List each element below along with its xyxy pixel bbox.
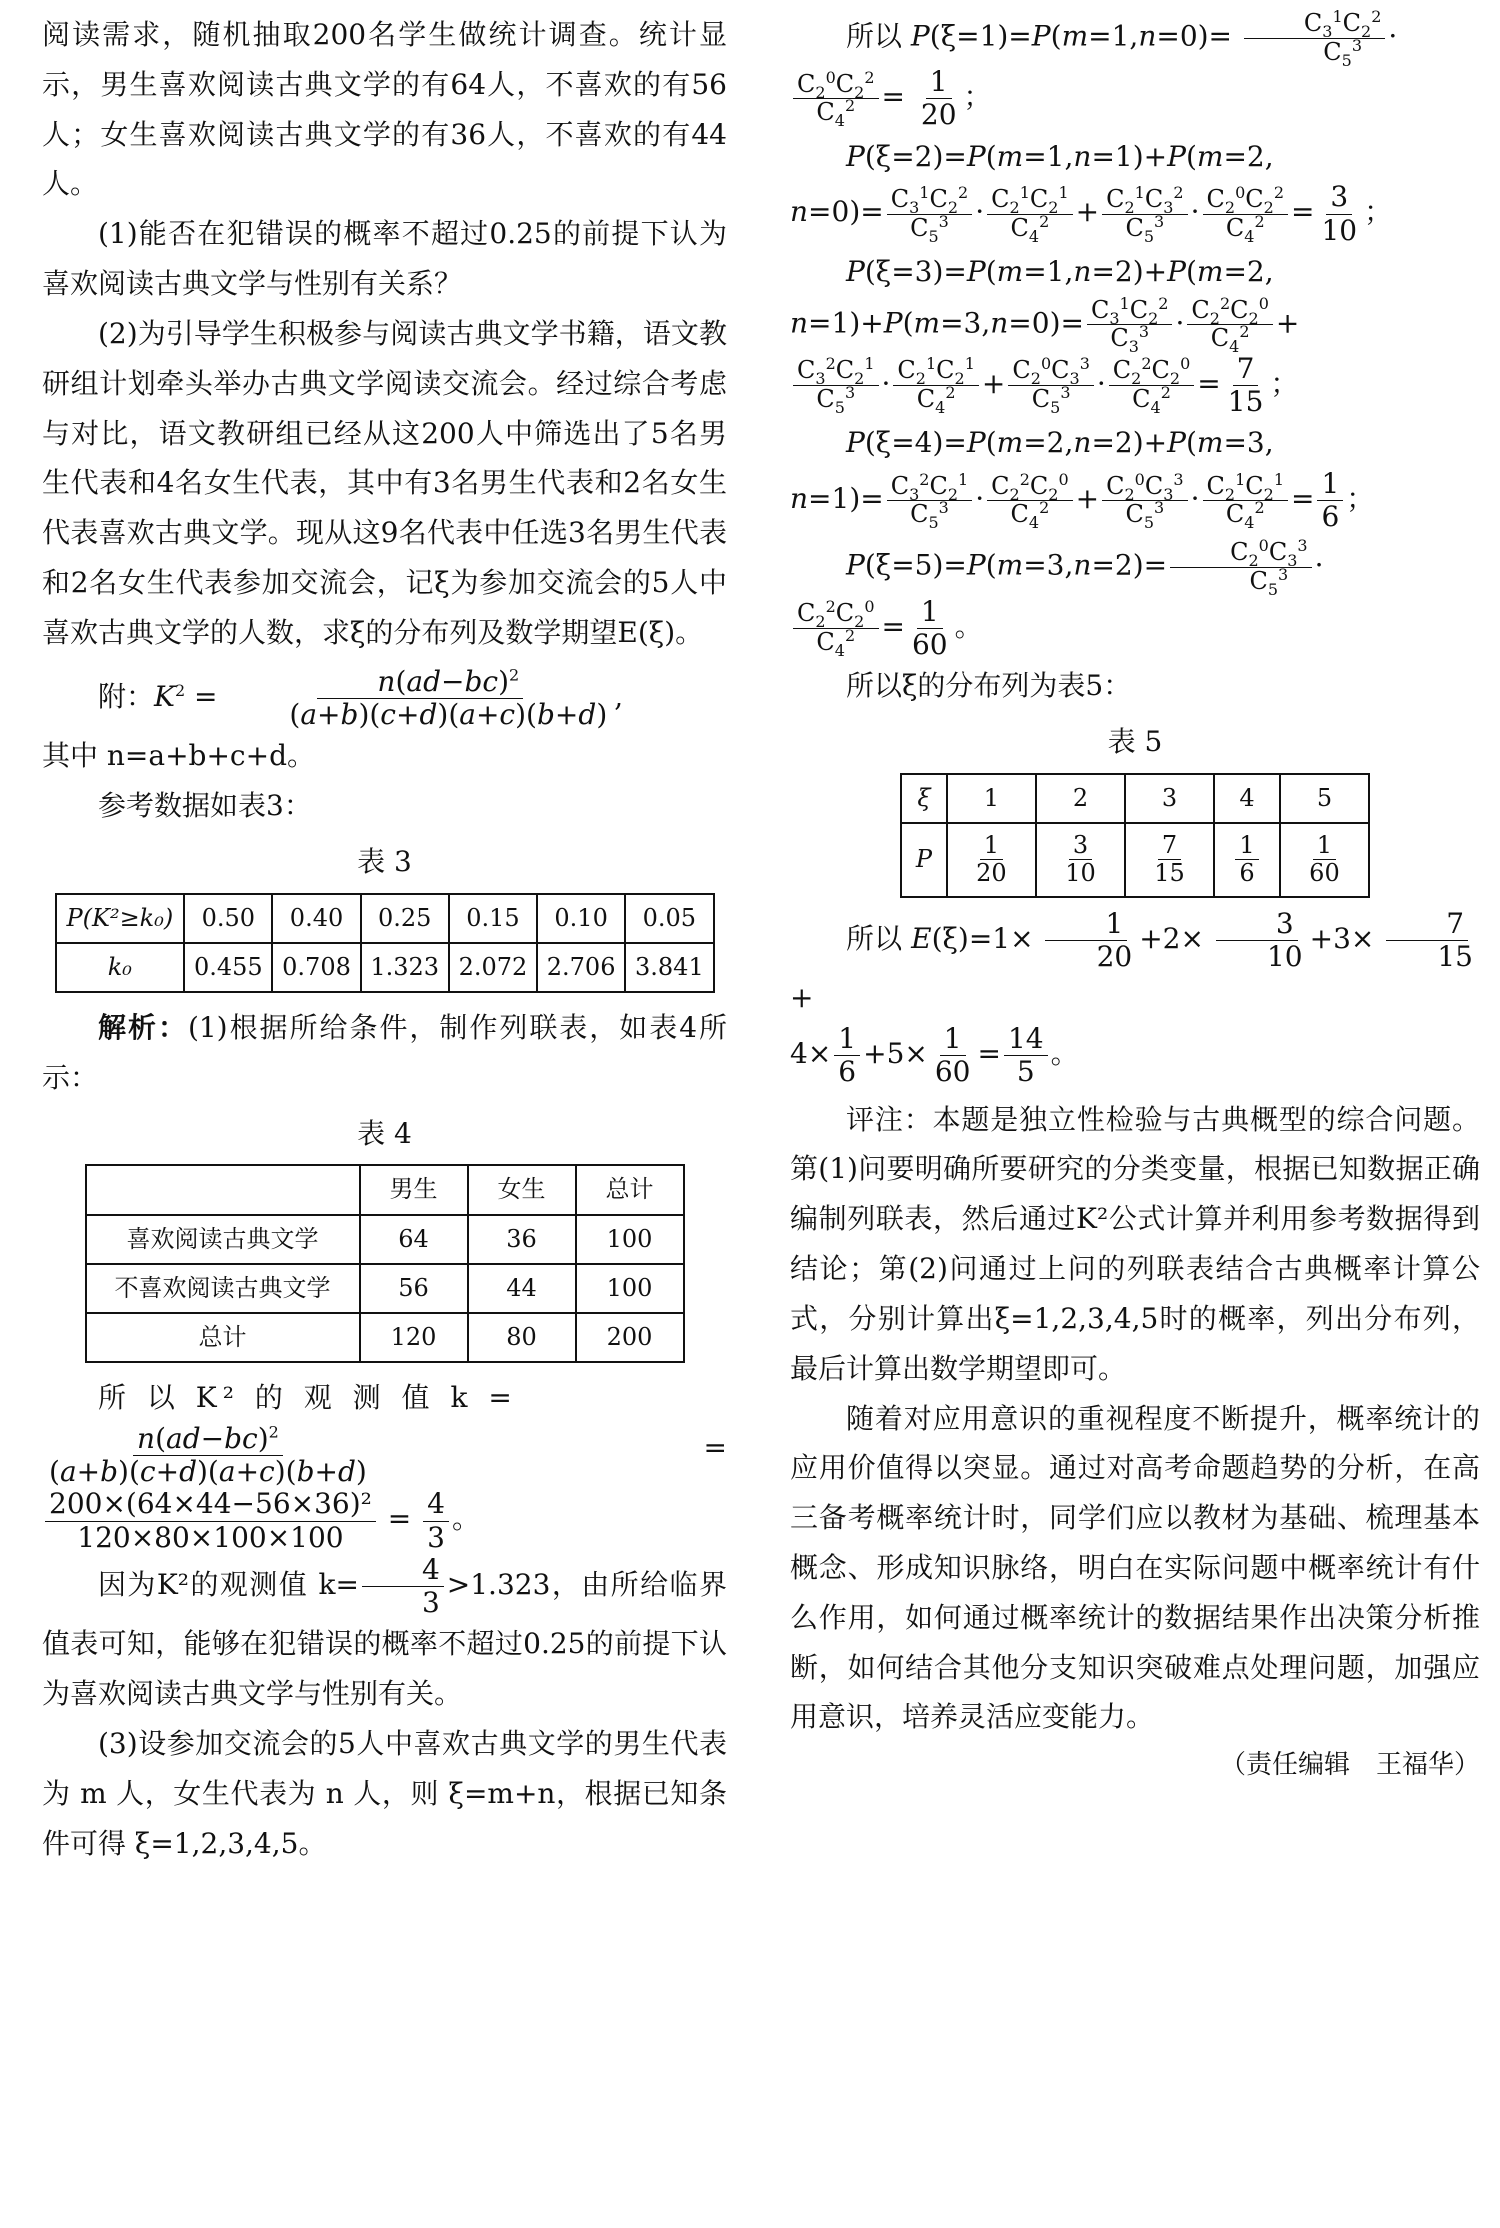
so-text: 所以	[846, 922, 903, 956]
table3-head-1: P(K²≥k₀)	[56, 894, 185, 943]
p3-line-3: $\frac{C_3^2C_2^1}{C_5^3}$ · $\frac{C_2^1C_2^1}{C_4^2}$ + $\frac{C_2^0C_3^3}{C_5^3}$ · $\frac{C_2^2C_2^0}{C_4^2}$ = $\frac{7}{15}$ ；	[790, 353, 1480, 418]
p4-line-2: n=1)= $\frac{C_3^2C_2^1}{C_5^3}$ · $\frac{C_2^2C_2^0}{C_4^2}$ + $\frac{C_2^0C_3^3}{C_5^3}$ · $\frac{C_2^1C_2^1}{C_4^2}$ = $\frac{1}{6}$ ；	[790, 466, 1375, 534]
table3-cell: 0.455	[184, 943, 272, 992]
table3-cell: 0.10	[537, 894, 625, 943]
fraction	[1235, 832, 1258, 888]
table4-cell: 不喜欢阅读古典文学	[86, 1264, 360, 1313]
appendix-note: 其中 n=a+b+c+d。	[42, 739, 316, 773]
table5-cell	[1214, 823, 1280, 897]
table4-cell: 100	[576, 1215, 684, 1264]
table4-cell: 80	[468, 1313, 576, 1362]
table3-cell: 1.323	[361, 943, 449, 992]
table3-cell: 0.40	[272, 894, 360, 943]
numerator: 1	[980, 832, 1003, 861]
fraction	[1150, 832, 1189, 888]
table4-cell: 100	[576, 1264, 684, 1313]
table-row	[86, 1313, 684, 1362]
k-formula-line: $\frac{n(ad-bc)^2}{(a+b)(c+d)(a+c)(b+d)}$ =	[42, 1423, 727, 1488]
p4-result: $\frac{1}{6}$	[1317, 468, 1343, 533]
table5-cell	[1280, 823, 1369, 897]
numerator: 1	[1235, 832, 1258, 861]
table3-caption: 表 3	[357, 844, 412, 878]
fraction: $\frac{1}{6}$	[834, 1023, 860, 1088]
table4-header: 总计	[576, 1165, 684, 1214]
fraction: $\frac{C_2^1C_2^1}{C_4^2}$	[893, 357, 979, 413]
table3-cell: 0.15	[449, 894, 537, 943]
editor-signature: （责任编辑 王福华）	[1219, 1750, 1480, 1781]
table-3	[55, 893, 715, 993]
fraction: $\frac{3}{10}$	[1207, 908, 1307, 973]
table-row	[86, 1264, 684, 1313]
table4-header: 女生	[468, 1165, 576, 1214]
fraction	[1061, 832, 1100, 888]
expectation-line: 所以 E(ξ)=1× $\frac{1}{20}$ +2× $\frac{3}{10}$ +3× $\frac{7}{15}$ +	[790, 908, 1480, 1023]
closing-paragraph: 随着对应用意识的重视程度不断提升，概率统计的应用价值得以突显。通过对高考命题趋势的分析，在高三备考概率统计时，同学们应以教材为基础、梳理基本概念、形成知识脉络，明白在实际问题中概率统计有什么作用，如何通过概率统计的数据结果作出决策分析推断，如何结合其他分支知识突破难点处理问题，加强应用意识，培养灵活应变能力。	[790, 1401, 1480, 1734]
table-row	[56, 894, 714, 943]
conclusion-1b: >1.323，由所给临界值表可知，能够在犯错误的概率不超过0.25的前提下认为喜欢阅读古典文学与性别有关。	[42, 1568, 727, 1711]
solution-text: (1)根据所给条件，制作列联表，如表4所示：	[42, 1011, 727, 1094]
fraction: $\frac{C_2^2C_2^0}{C_4^2}$	[987, 473, 1073, 529]
table3-cell: 0.50	[184, 894, 272, 943]
denominator: 6	[1239, 859, 1255, 888]
table5-cell	[947, 823, 1036, 897]
denominator: 60	[1309, 859, 1340, 888]
p2-line: P(ξ=2)=P(m=1,n=1)+P(m=2,	[846, 139, 1274, 173]
p2-result: $\frac{3}{10}$	[1321, 180, 1358, 247]
denominator: 10	[1065, 859, 1096, 888]
fraction: $\frac{C_3^1C_2^2}{C_5^3}$	[887, 186, 973, 242]
p1-result: $\frac{1}{20}$	[920, 65, 957, 132]
k-calc-fraction	[45, 1488, 376, 1553]
fraction	[1305, 832, 1344, 888]
fraction: $\frac{C_3^2C_2^1}{C_5^3}$	[793, 357, 879, 413]
table4-cell: 喜欢阅读古典文学	[86, 1215, 360, 1264]
left-column	[42, 10, 727, 1868]
fraction: $\frac{7}{15}$	[1377, 908, 1477, 973]
k-result-fraction: $\frac{4}{3}$	[423, 1488, 449, 1553]
appendix-label: 附：	[98, 679, 155, 713]
expectation-line-2: 4× $\frac{1}{6}$ +5× $\frac{1}{60}$ = $\frac{14}{5}$ 。	[790, 1022, 1079, 1089]
conclusion-1	[42, 1554, 727, 1719]
k-observed-text: 所 以 K² 的 观 测 值 k =	[98, 1381, 518, 1415]
solution-label: 解析：	[98, 1011, 188, 1044]
p1-line: 所以 P(ξ=1)=P(m=1,n=0)= $\frac{C_3^1C_2^2}{C_5^3}$ ·	[846, 7, 1398, 70]
table5-cell: 3	[1125, 774, 1214, 823]
table3-cell: 0.05	[625, 894, 713, 943]
solution-paragraph	[42, 1003, 727, 1103]
table5-xi-head: ξ	[901, 774, 947, 823]
table4-cell: 44	[468, 1264, 576, 1313]
question-2: (2)为引导学生积极参与阅读古典文学书籍，语文教研组计划牵头举办古典文学阅读交流会。经过综合考虑与对比，语文教研组已经从这200人中筛选出了5名男生代表和4名女生代表，其中有3名男生代表和2名女生代表喜欢古典文学。现从这9名代表中任选3名男生代表和2名女生代表参加交流会，记ξ为参加交流会的5人中喜欢古典文学的人数，求ξ的分布列及数学期望E(ξ)。	[42, 316, 727, 649]
table5-cell: 4	[1214, 774, 1280, 823]
p5-line-2: $\frac{C_2^2C_2^0}{C_4^2}$ = $\frac{1}{60}$ 。	[790, 596, 1480, 661]
k-calc-denominator: 120×80×100×100	[77, 1520, 344, 1554]
numerator: 1	[1313, 832, 1336, 861]
table-row	[901, 774, 1369, 823]
table-row	[86, 1165, 684, 1214]
table4-cell: 120	[360, 1313, 468, 1362]
p3-result: $\frac{7}{15}$	[1227, 351, 1264, 418]
p3-line-2: n=1)+P(m=3,n=0)= $\frac{C_3^1C_2^2}{C_3^3}$ · $\frac{C_2^2C_2^0}{C_4^2}$ +	[790, 293, 1300, 356]
p4-line: P(ξ=4)=P(m=2,n=2)+P(m=3,	[846, 426, 1274, 460]
so-text: 所以	[846, 19, 903, 53]
table5-p-head: P	[901, 823, 947, 897]
table3-cell: 0.25	[361, 894, 449, 943]
fraction: $\frac{C_2^2C_2^0}{C_4^2}$	[1109, 357, 1195, 413]
table5-cell	[1036, 823, 1125, 897]
denominator: 20	[976, 859, 1007, 888]
table-5	[900, 773, 1370, 898]
question-3: (3)设参加交流会的5人中喜欢古典文学的男生代表为 m 人，女生代表为 n 人，则 ξ=m+n，根据已知条件可得 ξ=1,2,3,4,5。	[42, 1726, 727, 1860]
table4-caption: 表 4	[357, 1116, 412, 1150]
fraction	[972, 832, 1011, 888]
appendix-formula: 附：$K^2$ = $\frac{n(ad-bc)^2}{(a+b)(c+d)(a+c)(b+d)}$ ,	[98, 664, 624, 731]
table5-caption: 表 5	[1107, 724, 1163, 758]
denominator: 15	[1154, 859, 1185, 888]
fraction: $\frac{C_3^1C_2^2}{C_5^3}$	[1244, 10, 1386, 66]
table4-cell: 总计	[86, 1313, 360, 1362]
table3-cell: 0.708	[272, 943, 360, 992]
fraction: $\frac{C_2^2C_2^0}{C_4^2}$	[1187, 297, 1273, 353]
table5-cell: 1	[947, 774, 1036, 823]
table5-cell	[1125, 823, 1214, 897]
table3-cell: 2.706	[537, 943, 625, 992]
fraction: $\frac{C_2^0C_2^2}{C_4^2}$	[793, 71, 879, 127]
fraction: $\frac{1}{20}$	[1037, 908, 1137, 973]
fraction: $\frac{C_2^0C_2^2}{C_4^2}$	[1203, 186, 1289, 242]
fraction: $\frac{C_2^2C_2^0}{C_4^2}$	[793, 600, 879, 656]
comment-paragraph: 评注：本题是独立性检验与古典概型的综合问题。第(1)问要明确所要研究的分类变量，根据已知数据正确编制列联表，然后通过K²公式计算并利用参考数据得到结论；第(2)问通过上问的列联表结合古典概率计算公式，分别计算出ξ=1,2,3,4,5时的概率，列出分布列，最后计算出数学期望即可。	[790, 1102, 1480, 1385]
intro-paragraph: 阅读需求，随机抽取200名学生做统计调查。统计显示，男生喜欢阅读古典文学的有64人，不喜欢的有56人；女生喜欢阅读古典文学的有36人，不喜欢的有44人。	[42, 18, 727, 201]
table5-cell: 5	[1280, 774, 1369, 823]
fraction: $\frac{C_2^1C_2^1}{C_4^2}$	[987, 186, 1073, 242]
p1-line-2: $\frac{C_2^0C_2^2}{C_4^2}$ = $\frac{1}{20}$ ；	[790, 66, 1480, 131]
p5-result: $\frac{1}{60}$	[911, 594, 948, 661]
k-squared-formula: $\frac{n(ad-bc)^2}{(a+b)(c+d)(a+c)(b+d)}$	[289, 664, 608, 731]
table-row	[56, 943, 714, 992]
numerator: 3	[1069, 832, 1092, 861]
conclusion-1a: 因为K²的观测值 k=	[98, 1568, 359, 1601]
reference-text: 参考数据如表3：	[98, 788, 312, 822]
p3-line: P(ξ=3)=P(m=1,n=2)+P(m=2,	[846, 254, 1274, 288]
fraction: $\frac{C_2^0C_3^3}{C_5^3}$	[1102, 473, 1188, 529]
distribution-text: 所以ξ的分布列为表5：	[846, 668, 1132, 702]
fraction: $\frac{C_2^0C_3^3}{C_5^3}$	[1170, 539, 1312, 595]
fraction: $\frac{C_2^1C_3^2}{C_5^3}$	[1102, 186, 1188, 242]
question-1: (1)能否在犯错误的概率不超过0.25的前提下认为喜欢阅读古典文学与性别有关系？	[42, 217, 727, 301]
right-column	[790, 7, 1480, 1789]
table-row	[901, 823, 1369, 897]
k-general-fraction: $\frac{n(ad-bc)^2}{(a+b)(c+d)(a+c)(b+d)}$	[49, 1422, 367, 1489]
k-value-fraction: $\frac{4}{3}$	[362, 1554, 444, 1619]
table4-cell: 64	[360, 1215, 468, 1264]
k-calc-line: $\frac{\text{200×(64×44−56×36)²}}{120\times 80\times 100\times 100}$ = $\frac{4}{3}$ 。	[42, 1488, 727, 1553]
table4-cell: 56	[360, 1264, 468, 1313]
table-4	[85, 1164, 685, 1363]
table4-cell: 36	[468, 1215, 576, 1264]
k-calc-numerator: 200×(64×44−56×36)²	[45, 1488, 376, 1521]
expectation-result: $\frac{14}{5}$	[1004, 1023, 1048, 1088]
table3-cell: 3.841	[625, 943, 713, 992]
fraction: $\frac{C_3^1C_2^2}{C_3^3}$	[1087, 297, 1173, 353]
fraction: $\frac{C_3^2C_2^1}{C_5^3}$	[887, 473, 973, 529]
fraction: $\frac{1}{60}$	[934, 1022, 971, 1089]
fraction: $\frac{C_2^1C_2^1}{C_4^2}$	[1203, 473, 1289, 529]
table-row	[86, 1215, 684, 1264]
numerator: 7	[1158, 832, 1181, 861]
p2-line-2: n=0)= $\frac{C_3^1C_2^2}{C_5^3}$ · $\frac{C_2^1C_2^1}{C_4^2}$ + $\frac{C_2^1C_3^2}{C_5^3}$ · $\frac{C_2^0C_2^2}{C_4^2}$ = $\frac{3}{10}$ ；	[790, 180, 1393, 247]
table4-header	[86, 1165, 360, 1214]
table5-cell: 2	[1036, 774, 1125, 823]
table3-head-2: k₀	[56, 943, 185, 992]
table3-cell: 2.072	[449, 943, 537, 992]
table4-cell: 200	[576, 1313, 684, 1362]
fraction: $\frac{C_2^0C_3^3}{C_5^3}$	[1008, 357, 1094, 413]
table4-header: 男生	[360, 1165, 468, 1214]
p5-line: P(ξ=5)=P(m=3,n=2)= $\frac{C_2^0C_3^3}{C_5^3}$ ·	[846, 536, 1324, 599]
